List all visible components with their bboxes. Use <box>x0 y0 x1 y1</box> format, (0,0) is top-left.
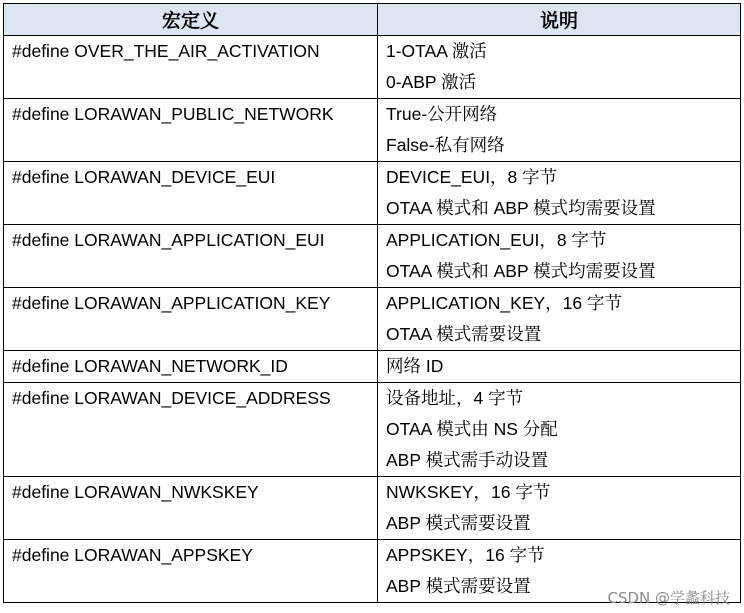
description-cell <box>378 225 741 288</box>
header-macro: 宏定义 <box>4 4 378 36</box>
description-line: False-私有网络 <box>386 135 505 155</box>
macro-cell: #define OVER_THE_AIR_ACTIVATION <box>4 36 378 99</box>
macro-table <box>3 3 741 603</box>
description-line: 1-OTAA 激活 <box>386 41 487 61</box>
description-line: APPSKEY，16 字节 <box>386 545 545 565</box>
watermark: CSDN @学蠡科技 <box>607 589 730 607</box>
description-cell <box>378 351 741 383</box>
description-line: OTAA 模式和 ABP 模式均需要设置 <box>386 198 656 218</box>
description-cell <box>378 477 741 540</box>
description-cell <box>378 36 741 99</box>
macro-cell: #define LORAWAN_APPLICATION_EUI <box>4 225 378 288</box>
header-row <box>4 4 741 36</box>
macro-cell: #define LORAWAN_NETWORK_ID <box>4 351 378 383</box>
description-line: APPLICATION_EUI，8 字节 <box>386 230 607 250</box>
description-line: 设备地址，4 字节 <box>386 388 524 408</box>
description-cell <box>378 162 741 225</box>
macro-cell: #define LORAWAN_APPLICATION_KEY <box>4 288 378 351</box>
description-line: NWKSKEY，16 字节 <box>386 482 551 502</box>
description-line: APPLICATION_KEY，16 字节 <box>386 293 623 313</box>
header-description: 说明 <box>378 4 741 36</box>
table-row <box>4 225 741 288</box>
table-row <box>4 36 741 99</box>
macro-cell: #define LORAWAN_DEVICE_ADDRESS <box>4 383 378 477</box>
description-line: OTAA 模式需要设置 <box>386 324 542 344</box>
table-row <box>4 288 741 351</box>
description-line: DEVICE_EUI，8 字节 <box>386 167 558 187</box>
table-row <box>4 351 741 383</box>
description-line: ABP 模式需手动设置 <box>386 450 549 470</box>
description-cell <box>378 383 741 477</box>
table-row <box>4 162 741 225</box>
table-row <box>4 477 741 540</box>
description-cell <box>378 99 741 162</box>
description-line: OTAA 模式由 NS 分配 <box>386 419 558 439</box>
description-line: 网络 ID <box>386 356 444 376</box>
macro-cell: #define LORAWAN_NWKSKEY <box>4 477 378 540</box>
macro-cell: #define LORAWAN_DEVICE_EUI <box>4 162 378 225</box>
description-line: True-公开网络 <box>386 104 498 124</box>
table-row <box>4 383 741 477</box>
description-line: ABP 模式需要设置 <box>386 513 531 533</box>
macro-cell: #define LORAWAN_APPSKEY <box>4 540 378 603</box>
description-line: OTAA 模式和 ABP 模式均需要设置 <box>386 261 656 281</box>
macro-cell: #define LORAWAN_PUBLIC_NETWORK <box>4 99 378 162</box>
description-line: ABP 模式需要设置 <box>386 576 531 596</box>
table-row <box>4 99 741 162</box>
description-line: 0-ABP 激活 <box>386 72 477 92</box>
description-cell <box>378 288 741 351</box>
